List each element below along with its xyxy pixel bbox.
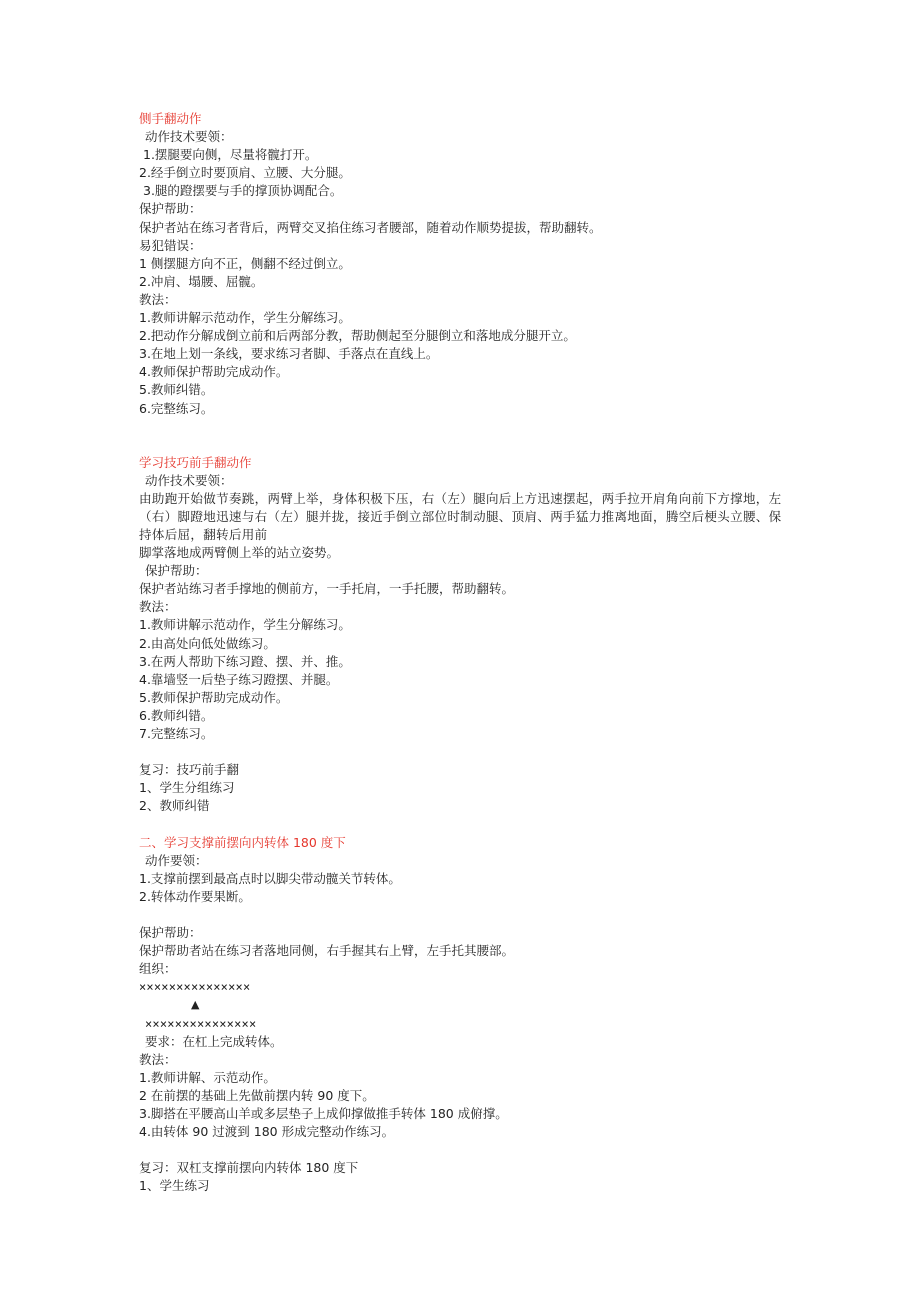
section-parallel-bars-turn bbox=[139, 834, 784, 1142]
section-front-handspring bbox=[139, 454, 784, 744]
document-body bbox=[139, 110, 784, 1195]
text-line: 1.摆腿要向侧，尽量将髋打开。 bbox=[143, 147, 318, 163]
text-line: 2.把动作分解成倒立前和后两部分教，帮助侧起至分腿倒立和落地成分腿开立。 bbox=[139, 328, 576, 344]
text-line: 教法： bbox=[139, 599, 177, 615]
text-line: 2.由高处向低处做练习。 bbox=[139, 635, 276, 651]
text-line: 3.在地上划一条线，要求练习者脚、手落点在直线上。 bbox=[139, 346, 439, 362]
text-paragraph: 由助跑开始做节奏跳，两臂上举，身体积极下压，右（左）腿向后上方迅速摆起，两手拉开肩角向前下方撑地，左（右）脚蹬地迅速与右（左）腿并拢，接近手倒立部位时制动腿、顶肩、两手猛力推离地面，腾空后梗头立腰、保持体后屈，翻转后用前 bbox=[139, 490, 782, 542]
text-line: 脚掌落地成两臂侧上举的站立姿势。 bbox=[139, 545, 340, 561]
section-title: 学习技巧前手翻动作 bbox=[139, 454, 252, 470]
spacer bbox=[139, 418, 784, 454]
text-line: 教法： bbox=[139, 291, 177, 307]
text-line: 4.靠墙竖一后垫子练习蹬摆、并腿。 bbox=[139, 671, 339, 687]
text-line: 4.由转体 90 过渡到 180 形成完整动作练习。 bbox=[139, 1124, 395, 1140]
text-line: 保护者站在练习者背后，两臂交叉掐住练习者腰部，随着动作顺势提拔，帮助翻转。 bbox=[139, 219, 602, 235]
text-line: 1.教师讲解、示范动作。 bbox=[139, 1069, 276, 1085]
text-line: 5.教师保护帮助完成动作。 bbox=[139, 689, 289, 705]
text-line: 动作技术要领： bbox=[145, 129, 233, 145]
spacer bbox=[139, 815, 784, 833]
text-line: 3.腿的蹬摆要与手的撑顶协调配合。 bbox=[143, 183, 343, 199]
teacher-marker: ▲ bbox=[191, 998, 200, 1012]
text-line: 保护帮助： bbox=[145, 563, 208, 579]
text-line: 2 在前摆的基础上先做前摆内转 90 度下。 bbox=[139, 1087, 375, 1103]
text-line: 1、学生分组练习 bbox=[139, 780, 235, 796]
text-line: 保护帮助： bbox=[139, 925, 202, 941]
text-line: 2.冲肩、塌腰、屈髋。 bbox=[139, 273, 264, 289]
text-line: 1、学生练习 bbox=[139, 1178, 210, 1194]
formation-row-bottom: ××××××××××××××× bbox=[145, 1016, 257, 1031]
text-line: 2、教师纠错 bbox=[139, 798, 210, 814]
text-line: 2.经手倒立时要顶肩、立腰、大分腿。 bbox=[139, 165, 351, 181]
text-line: 易犯错误： bbox=[139, 237, 202, 253]
section-title: 侧手翻动作 bbox=[139, 111, 202, 126]
text-line: 保护者站练习者手撑地的侧前方，一手托肩，一手托腰，帮助翻转。 bbox=[139, 581, 515, 597]
text-line: 6.教师纠错。 bbox=[139, 707, 214, 723]
text-line: 保护帮助者站在练习者落地同侧，右手握其右上臂，左手托其腰部。 bbox=[139, 943, 515, 959]
text-line: 复习：技巧前手翻 bbox=[139, 762, 240, 778]
spacer bbox=[139, 906, 784, 924]
section-review-parallel-bars bbox=[139, 1159, 784, 1195]
text-line: 2.转体动作要果断。 bbox=[139, 888, 251, 904]
text-line: 教法： bbox=[139, 1051, 177, 1067]
text-line: 1 侧摆腿方向不正，侧翻不经过倒立。 bbox=[139, 255, 351, 271]
text-line: 组织： bbox=[139, 961, 177, 977]
text-line: 要求：在杠上完成转体。 bbox=[145, 1033, 283, 1049]
text-line: 3.脚搭在平腰高山羊或多层垫子上成仰撑做推手转体 180 成俯撑。 bbox=[139, 1105, 508, 1121]
text-line: 保护帮助： bbox=[139, 201, 202, 217]
text-line: 1.支撑前摆到最高点时以脚尖带动髋关节转体。 bbox=[139, 870, 401, 886]
text-line: 7.完整练习。 bbox=[139, 726, 214, 741]
text-line: 4.教师保护帮助完成动作。 bbox=[139, 364, 289, 380]
text-line: 动作技术要领： bbox=[145, 472, 233, 488]
text-line: 1.教师讲解示范动作，学生分解练习。 bbox=[139, 310, 351, 326]
section-cartwheel bbox=[139, 110, 784, 418]
text-line: 6.完整练习。 bbox=[139, 400, 214, 416]
text-line: 5.教师纠错。 bbox=[139, 382, 214, 398]
spacer bbox=[139, 1141, 784, 1159]
text-line: 1.教师讲解示范动作，学生分解练习。 bbox=[139, 617, 351, 633]
section-title: 二、学习支撑前摆向内转体 180 度下 bbox=[139, 834, 346, 850]
text-line: 动作要领： bbox=[145, 852, 208, 868]
spacer bbox=[139, 743, 784, 761]
formation-row-top: ××××××××××××××× bbox=[139, 980, 251, 995]
text-line: 复习：双杠支撑前摆向内转体 180 度下 bbox=[139, 1160, 359, 1176]
section-review-handspring bbox=[139, 761, 784, 815]
text-line: 3.在两人帮助下练习蹬、摆、并、推。 bbox=[139, 653, 351, 669]
